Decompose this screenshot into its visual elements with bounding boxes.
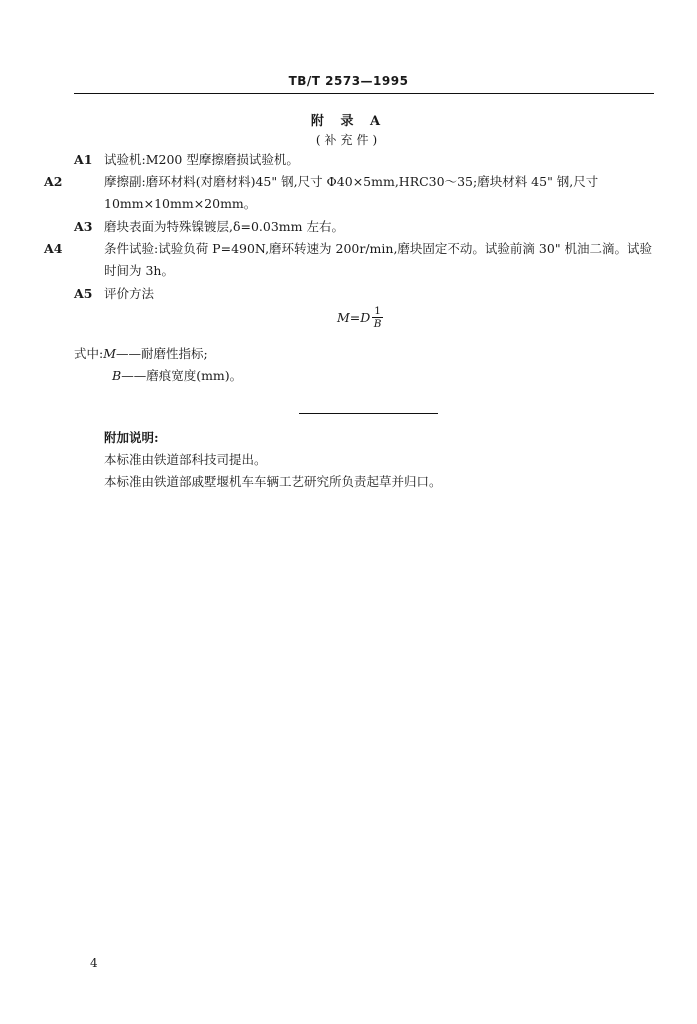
formula-numerator: 1	[374, 305, 381, 317]
item-label: A3	[74, 219, 93, 234]
section-divider	[299, 413, 438, 414]
item-label: A2	[44, 174, 63, 189]
header-rule	[74, 93, 654, 94]
legend-b-desc: ——磨痕宽度(mm)。	[121, 368, 243, 383]
notes-title: 附加说明:	[104, 430, 159, 445]
formula-legend-b	[112, 366, 242, 384]
legend-intro: 式中:	[74, 346, 104, 361]
appendix-subtitle: (补充件)	[315, 133, 382, 147]
item-a4	[44, 238, 654, 282]
item-label: A4	[44, 241, 63, 256]
appendix-title: 附 录 A	[310, 114, 387, 129]
notes-line-1: 本标准由铁道部科技司提出。	[104, 452, 267, 467]
formula-legend-m	[74, 344, 208, 362]
formula-lhs: M=D	[337, 310, 371, 325]
item-text: 条件试验:试验负荷 P=490N,磨环转速为 200r/min,磨块固定不动。试验前滴 30" 机油二滴。试验时间为 3h。	[104, 241, 653, 278]
item-a2	[44, 171, 654, 215]
formula-denominator: B	[373, 318, 382, 330]
formula-fraction	[372, 305, 383, 330]
legend-m-symbol: M	[103, 346, 117, 361]
item-text: 摩擦副:磨环材料(对磨材料)45" 钢,尺寸 Φ40×5mm,HRC30～35;磨块材料 45" 钢,尺寸 10mm×10mm×20mm。	[104, 174, 599, 211]
notes-line-2: 本标准由铁道部戚墅堰机车车辆工艺研究所负责起草并归口。	[104, 474, 442, 489]
item-text: 评价方法	[104, 286, 155, 301]
item-text: 试验机:M200 型摩擦磨损试验机。	[104, 152, 299, 167]
standard-code-header: TB/T 2573—1995	[288, 74, 409, 88]
item-text: 磨块表面为特殊镍镀层,δ=0.03mm 左右。	[104, 219, 344, 234]
legend-b-symbol: B	[112, 368, 122, 383]
legend-m-desc: ——耐磨性指标;	[116, 346, 208, 361]
item-a1	[74, 149, 654, 171]
item-label: A1	[74, 152, 93, 167]
item-label: A5	[74, 286, 93, 301]
wear-resistance-formula	[337, 305, 383, 330]
item-a3	[74, 216, 654, 238]
page-number: 4	[90, 956, 98, 970]
item-a5	[74, 283, 654, 305]
